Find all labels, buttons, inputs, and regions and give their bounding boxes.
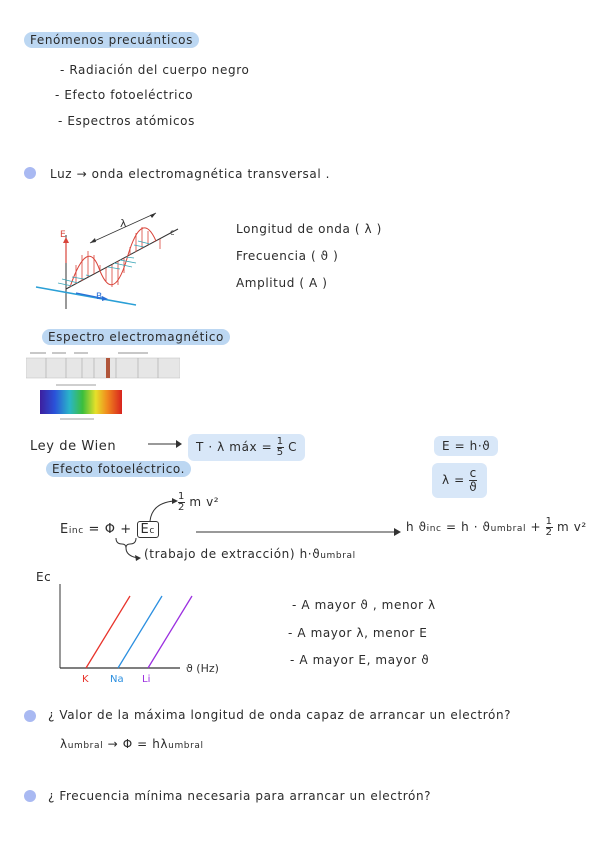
luz-definition: Luz → onda electromagnética transversal . xyxy=(50,167,331,181)
work-label: (trabajo de extracción) h·ϑ xyxy=(144,547,321,561)
right-eq-d: umbral xyxy=(490,524,527,534)
curved-arrow-icon xyxy=(140,495,180,523)
fraction xyxy=(277,437,284,458)
question-1-answer xyxy=(60,737,204,751)
work-function-label xyxy=(144,547,356,561)
observation-item: - A mayor E, mayor ϑ xyxy=(290,653,430,667)
wien-formula-right: C xyxy=(288,440,298,454)
ec-sub: c xyxy=(149,526,155,536)
bracket-arrow-icon xyxy=(112,536,142,564)
photo-graph xyxy=(30,580,260,690)
b-field-label: B xyxy=(96,292,103,302)
section-title-fenomenos: Fenómenos precuánticos xyxy=(24,32,199,48)
answer-b: umbral xyxy=(67,741,104,751)
wien-formula xyxy=(188,434,305,461)
eq-mid: = Φ + xyxy=(88,522,132,537)
answer-d: umbral xyxy=(168,741,204,751)
list-item: - Efecto fotoeléctrico xyxy=(55,88,194,102)
fraction-num: c xyxy=(469,466,477,480)
kinetic-energy-formula xyxy=(178,492,219,513)
graph-label-li: Li xyxy=(142,674,151,685)
fraction-num: 1 xyxy=(276,436,284,447)
property-frequency: Frecuencia ( ϑ ) xyxy=(236,249,339,263)
e-field-label: E xyxy=(60,230,66,240)
graph-line-li xyxy=(148,596,192,668)
property-wavelength: Longitud de onda ( λ ) xyxy=(236,222,382,236)
em-wave-figure xyxy=(28,205,188,313)
photo-equation xyxy=(60,522,159,537)
right-eq-a: h ϑ xyxy=(406,520,427,534)
work-sub: umbral xyxy=(320,551,356,561)
fraction-num: 1 xyxy=(178,491,185,502)
wavelength-formula xyxy=(432,463,487,498)
graph-line-k xyxy=(86,596,130,668)
long-arrow-icon xyxy=(196,524,402,538)
observation-item: - A mayor λ, menor E xyxy=(288,626,428,640)
einc: E xyxy=(60,522,69,537)
graph-label-k: K xyxy=(82,674,89,685)
right-eq-e: + xyxy=(530,520,542,534)
fraction xyxy=(469,467,477,494)
arrow-icon xyxy=(146,434,184,454)
wien-label: Ley de Wien xyxy=(30,439,117,454)
lambda-label: λ xyxy=(120,217,127,230)
answer-a: λ xyxy=(60,737,68,751)
answer-c: → Φ = hλ xyxy=(107,737,169,751)
c-label: c xyxy=(170,228,175,237)
list-item: - Radiación del cuerpo negro xyxy=(60,63,250,77)
wien-formula-left: T · λ máx = xyxy=(196,440,273,454)
kin-label: m v² xyxy=(189,495,220,509)
right-eq-f: m v² xyxy=(556,520,587,534)
fraction-den: ϑ xyxy=(469,480,478,494)
bullet-icon xyxy=(24,167,36,179)
wavelength-formula-left: λ = xyxy=(442,473,465,487)
spectrum-title: Espectro electromagnético xyxy=(42,329,230,345)
photo-title: Efecto fotoeléctrico. xyxy=(46,461,191,477)
property-amplitude: Amplitud ( A ) xyxy=(236,276,328,290)
bullet-icon xyxy=(24,790,36,802)
right-eq-c: = h · ϑ xyxy=(446,520,491,534)
observation-item: - A mayor ϑ , menor λ xyxy=(292,598,436,612)
fraction-den: 2 xyxy=(178,502,185,513)
bullet-icon xyxy=(24,710,36,722)
graph-xlabel: ϑ (Hz) xyxy=(186,662,219,675)
right-eq-b: inc xyxy=(426,524,442,534)
question-2: ¿ Frecuencia mínima necesaria para arrancar un electrón? xyxy=(48,789,432,803)
question-1: ¿ Valor de la máxima longitud de onda capaz de arrancar un electrón? xyxy=(48,708,512,722)
fraction-den: 5 xyxy=(276,447,284,458)
energy-formula: E = h·ϑ xyxy=(434,436,498,456)
fraction: $\frac{1}{2}$ xyxy=(545,516,553,538)
graph-line-na xyxy=(118,596,162,668)
photo-right-equation xyxy=(406,517,587,538)
ec: E xyxy=(140,522,150,537)
einc-sub: inc xyxy=(68,526,84,536)
graph-ylabel: Ec xyxy=(36,570,52,584)
spectrum-figure xyxy=(26,352,180,426)
graph-label-na: Na xyxy=(110,674,124,685)
list-item: - Espectros atómicos xyxy=(58,114,195,128)
